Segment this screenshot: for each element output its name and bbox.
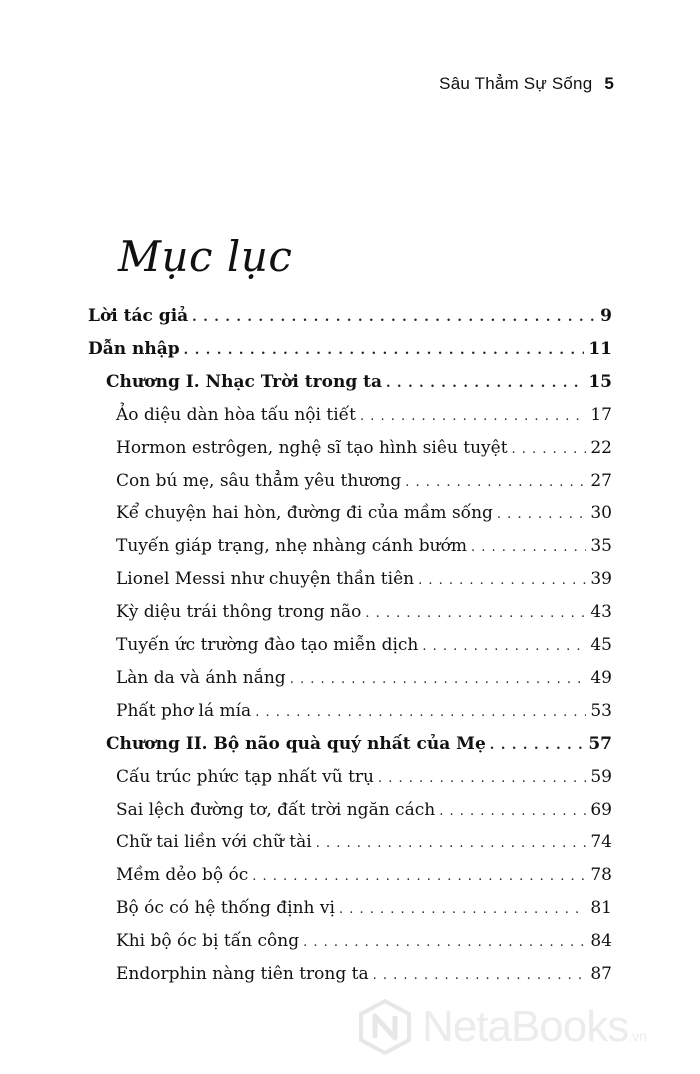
toc-chapter-entry [106,734,612,760]
watermark [356,998,647,1056]
page-number: 5 [604,74,614,93]
watermark-brand: NetaBooks [422,1002,629,1051]
toc-entry-title: Chương I. Nhạc Trời trong ta [106,371,382,392]
dot-leader [378,771,586,786]
dot-leader [192,310,596,325]
running-header [439,74,614,94]
toc-entry-title: Khi bộ óc bị tấn công [116,931,300,952]
toc-section-entry [116,668,612,694]
dot-leader [316,836,587,851]
toc-entry-page: 69 [590,799,612,820]
toc-section-entry [116,800,612,826]
toc-section-entry [116,898,612,924]
toc-entry-page: 39 [590,569,612,590]
running-header-title: Sâu Thẳm Sự Sống [439,74,593,93]
toc-entry-page: 9 [600,306,612,326]
toc-entry-page: 11 [588,338,612,359]
toc-entry-title: Phất phơ lá mía [116,700,252,721]
toc-entry-title: Lời tác giả [88,306,189,326]
toc-entry-title: Chữ tai liền với chữ tài [116,832,312,853]
toc-section-entry [116,503,612,529]
dot-leader [373,968,587,983]
toc-entry-title: Tuyến giáp trạng, nhẹ nhàng cánh bướm [116,536,467,557]
dot-leader [439,804,586,819]
toc-entry-title: Hormon estrôgen, nghệ sĩ tạo hình siêu tuyệt [116,437,508,458]
toc-entry-title: Kỳ diệu trái thông trong não [116,602,362,623]
toc-section-entry [116,602,612,628]
dot-leader [512,442,587,457]
toc-entry-page: 27 [590,470,612,491]
toc-entry-title: Endorphin nàng tiên trong ta [116,964,369,984]
toc-entry-title: Sai lệch đường tơ, đất trời ngăn cách [116,799,436,820]
toc-entry-title: Kể chuyện hai hòn, đường đi của mầm sống [116,503,493,524]
toc-entry-page: 43 [590,602,612,623]
toc-entry-title: Chương II. Bộ não quà quý nhất của Mẹ [106,733,486,754]
toc-entry-title: Làn da và ánh nắng [116,667,286,688]
toc-section-entry [116,931,612,957]
toc-section-entry [116,767,612,793]
toc-section-entry [116,832,612,858]
dot-leader [471,540,586,555]
toc-section-entry [116,471,612,497]
netabooks-logo-icon [356,998,414,1056]
dot-leader [184,343,585,358]
dot-leader [490,738,585,753]
toc-entry-page: 15 [588,371,612,392]
dot-leader [255,705,586,720]
toc-front-entry [88,339,612,365]
dot-leader [405,475,586,490]
dot-leader [290,672,587,687]
toc-entry-page: 74 [590,832,612,853]
toc-entry-title: Mềm dẻo bộ óc [116,865,249,886]
toc-section-entry [116,865,612,891]
watermark-text [422,1002,647,1052]
toc-entry-page: 59 [590,766,612,787]
toc-entry-page: 57 [588,733,612,754]
toc-section-entry [116,635,612,661]
toc-section-entry [116,701,612,727]
toc-chapter-entry [106,372,612,398]
dot-leader [252,869,586,884]
dot-leader [360,409,586,424]
toc-entry-title: Con bú mẹ, sâu thẳm yêu thương [116,470,402,491]
dot-leader [365,606,586,621]
toc-front-entry [88,306,612,332]
dot-leader [303,935,586,950]
dot-leader [422,639,586,654]
toc-section-entry [116,438,612,464]
toc-entry-title: Dẫn nhập [88,338,180,359]
toc-entry-page: 35 [590,536,612,557]
toc-section-entry [116,569,612,595]
toc-title: Mục lục [118,232,293,281]
toc-section-entry [116,964,612,990]
toc-entry-page: 53 [590,700,612,721]
toc-section-entry [116,536,612,562]
toc-entry-title: Bộ óc có hệ thống định vị [116,898,335,919]
toc-entry-title: Lionel Messi như chuyện thần tiên [116,569,415,590]
toc-entry-page: 17 [590,404,612,425]
toc-entry-page: 49 [590,667,612,688]
toc-entry-page: 87 [590,964,612,984]
dot-leader [386,376,584,391]
dot-leader [497,507,586,522]
toc-entry-page: 30 [590,503,612,524]
dot-leader [418,573,586,588]
dot-leader [339,902,586,917]
toc-entry-title: Ảo diệu dàn hòa tấu nội tiết [116,404,356,425]
toc-entry-title: Cấu trúc phức tạp nhất vũ trụ [116,766,374,787]
watermark-tld: .vn [628,1028,647,1044]
toc-entry-page: 84 [590,931,612,952]
toc-entry-page: 78 [590,865,612,886]
toc-entry-title: Tuyến ức trường đào tạo miễn dịch [116,635,419,655]
toc-entry-page: 81 [590,898,612,919]
toc-entry-page: 45 [590,635,612,655]
toc-section-entry [116,405,612,431]
toc-entry-page: 22 [590,437,612,458]
